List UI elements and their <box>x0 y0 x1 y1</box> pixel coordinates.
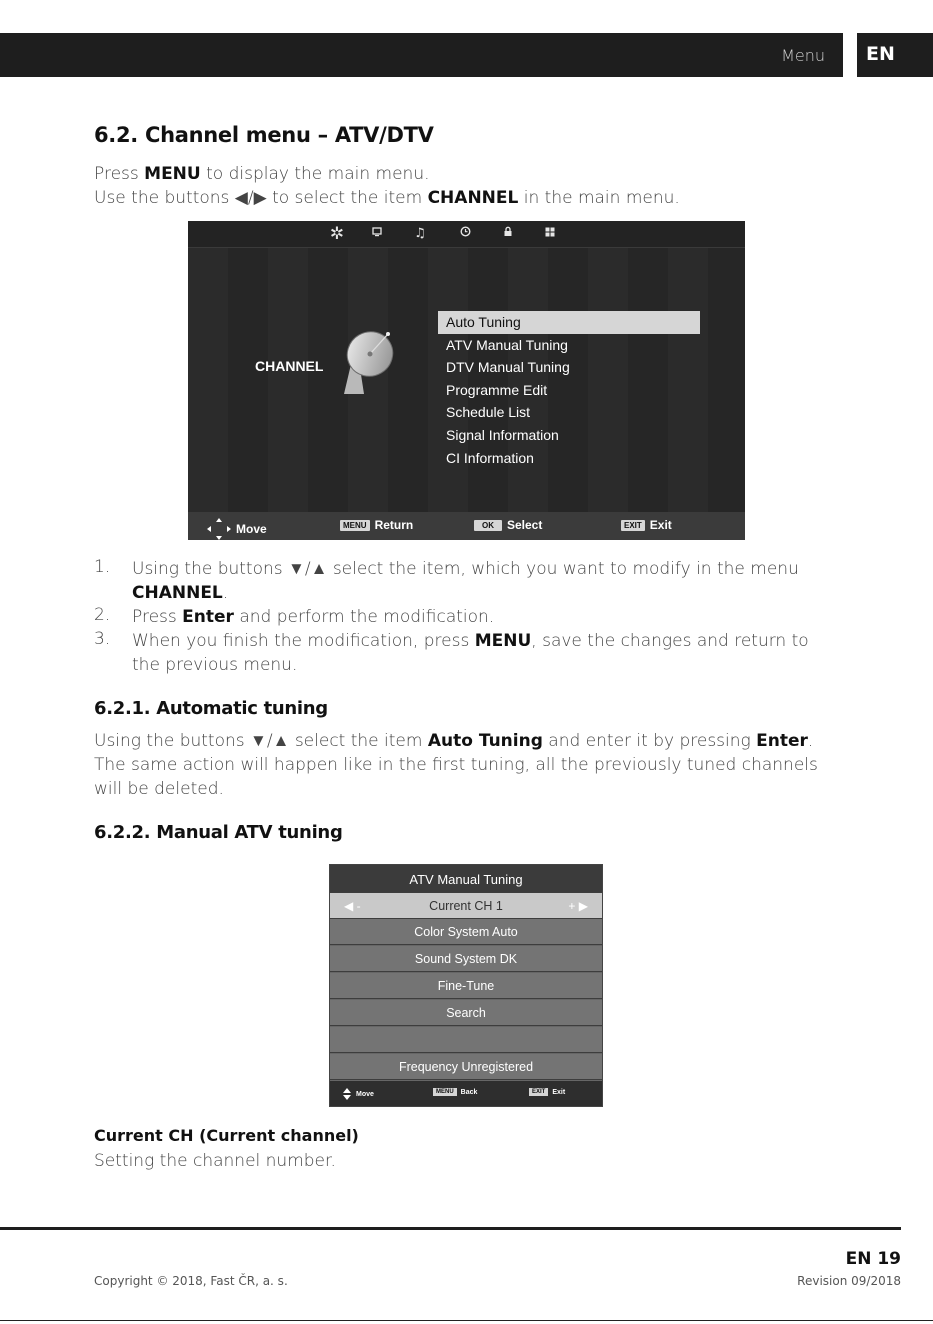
intro-line-2: Use the buttons ◀/▶ to select the item CHANNEL in the main menu. <box>94 188 680 208</box>
menu-key-badge: MENU <box>340 520 370 531</box>
tv-channel-label: CHANNEL <box>255 358 324 374</box>
move-arrows-icon <box>207 518 231 540</box>
copyright: Copyright © 2018, Fast ČR, a. s. <box>94 1274 288 1288</box>
apps-icon <box>541 225 559 243</box>
atv-row-empty <box>330 1027 602 1053</box>
atv-row-frequency: Frequency Unregistered <box>330 1054 602 1080</box>
tv-menu-footer <box>188 512 745 540</box>
menu-key-text: MENU <box>144 164 201 184</box>
increase-arrow-icon[interactable]: + ▶ <box>568 899 588 913</box>
current-ch-label: Current CH 1 <box>429 899 503 913</box>
auto-tuning-paragraph: Using the buttons ▼/▲ select the item Auto Tuning and enter it by pressing Enter. The same action will happen like in the first tuning, all the previously tuned channels will be deleted. <box>94 731 818 799</box>
atv-row-fine-tune[interactable]: Fine-Tune <box>330 973 602 999</box>
music-icon: ♫ <box>414 226 426 241</box>
revision: Revision 09/2018 <box>797 1274 901 1288</box>
satellite-dish-icon <box>338 326 404 396</box>
atv-row-search[interactable]: Search <box>330 1000 602 1026</box>
page-number: EN 19 <box>845 1249 901 1269</box>
decrease-arrow-icon[interactable]: ◀ - <box>344 899 361 913</box>
atv-row-color-system[interactable]: Color System Auto <box>330 919 602 945</box>
step-text-1: Using the buttons ▼/▲ select the item, which you want to modify in the menu CHANNEL. <box>132 559 799 603</box>
tv-menu-item-schedule-list[interactable]: Schedule List <box>446 404 531 421</box>
intro-line-1: Press MENU to display the main menu. <box>94 164 430 184</box>
tv-menu-item-signal-information[interactable]: Signal Information <box>446 426 559 443</box>
intro-paragraph <box>94 162 834 210</box>
tv-footer-select: OK Select <box>474 518 542 532</box>
menu-key-badge: MENU <box>433 1088 457 1096</box>
footer-rule <box>0 1227 901 1230</box>
language-badge <box>857 33 933 77</box>
tv-menu-item-programme-edit[interactable]: Programme Edit <box>446 381 548 398</box>
atv-row-sound-system[interactable]: Sound System DK <box>330 946 602 972</box>
atv-row-current-ch[interactable] <box>330 893 602 919</box>
atv-footer-exit: EXIT Exit <box>529 1088 565 1096</box>
exit-key-badge: EXIT <box>529 1088 548 1096</box>
tv-footer-exit: EXIT Exit <box>621 518 672 532</box>
step-number-1: 1. <box>94 557 111 577</box>
tv-menu-item-atv-manual-tuning[interactable]: ATV Manual Tuning <box>446 336 568 353</box>
step-text-2: Press Enter and perform the modification. <box>132 607 495 627</box>
tv-channel-menu-screenshot <box>188 221 745 540</box>
tv-menu-item-auto-tuning[interactable]: Auto Tuning <box>438 311 700 334</box>
tv-footer-return: MENU Return <box>340 518 413 532</box>
step-text-3: When you finish the modification, press MENU, save the changes and return to the previous menu. <box>132 631 809 675</box>
atv-manual-tuning-screenshot <box>329 864 603 1107</box>
section-title: 6.2. Channel menu – ATV/DTV <box>94 123 434 147</box>
channel-key-text: CHANNEL <box>427 188 519 208</box>
current-ch-heading: Current CH (Current channel) <box>94 1126 359 1145</box>
lock-icon <box>499 225 517 243</box>
header-section-label: Menu <box>781 46 825 65</box>
tv-menu-topbar <box>188 221 745 248</box>
atv-panel-footer <box>330 1081 602 1106</box>
atv-panel-title: ATV Manual Tuning <box>330 865 602 893</box>
current-ch-text: Setting the channel number. <box>94 1151 336 1171</box>
footer-bottom-rule <box>0 1320 933 1321</box>
tv-channel-menu-list <box>438 311 700 469</box>
step-number-2: 2. <box>94 605 111 625</box>
monitor-icon <box>368 225 386 243</box>
step-number-3: 3. <box>94 629 111 649</box>
auto-tuning-heading: 6.2.1. Automatic tuning <box>94 698 328 719</box>
header-bar <box>0 33 843 77</box>
atv-footer-back: MENU Back <box>433 1088 477 1096</box>
atv-footer-move: Move <box>342 1088 374 1100</box>
settings-icon: ✲ <box>329 224 345 244</box>
tv-footer-move: Move <box>207 518 267 540</box>
exit-key-badge: EXIT <box>621 520 645 531</box>
clock-icon <box>456 225 474 243</box>
manual-atv-heading: 6.2.2. Manual ATV tuning <box>94 822 343 843</box>
language-label: EN <box>866 43 895 65</box>
tv-menu-item-ci-information[interactable]: CI Information <box>446 449 534 466</box>
updown-arrows-icon <box>342 1088 352 1100</box>
tv-menu-item-dtv-manual-tuning[interactable]: DTV Manual Tuning <box>446 359 570 376</box>
ok-key-badge: OK <box>474 520 502 531</box>
